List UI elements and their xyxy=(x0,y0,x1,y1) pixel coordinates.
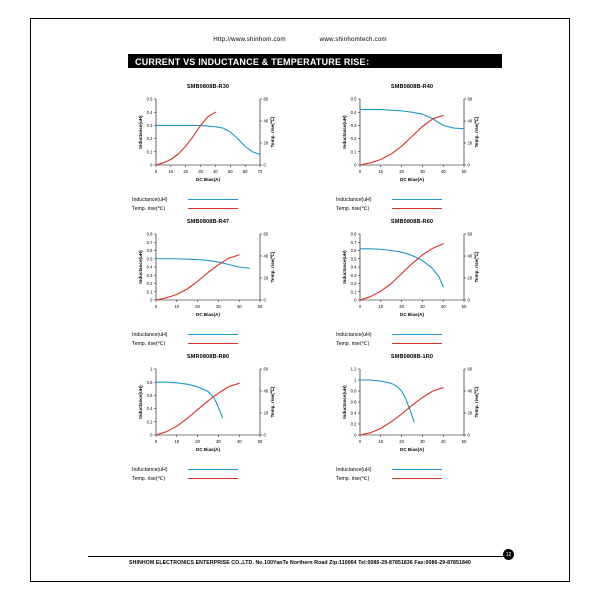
legend-row-temp xyxy=(132,204,306,213)
svg-text:0: 0 xyxy=(354,432,357,438)
svg-text:10: 10 xyxy=(174,304,180,309)
svg-text:20: 20 xyxy=(263,275,269,281)
chart-legend-1 xyxy=(336,195,510,213)
chart-title-1: SMB0808B-R40 xyxy=(390,84,434,90)
chart-legend-3 xyxy=(336,330,510,348)
charts-row-3 xyxy=(110,354,510,483)
svg-text:0.3: 0.3 xyxy=(146,123,153,128)
svg-text:0: 0 xyxy=(150,162,153,168)
legend-label-inductance: Inductance(uH) xyxy=(132,466,168,473)
legend-label-temp: Temp. rise(℃) xyxy=(132,340,166,347)
svg-text:40: 40 xyxy=(213,169,218,174)
chart-svg-4 xyxy=(110,361,306,461)
svg-text:0.3: 0.3 xyxy=(350,123,357,128)
legend-row-inductance xyxy=(336,195,510,204)
svg-text:0.8: 0.8 xyxy=(146,379,153,385)
svg-text:0: 0 xyxy=(154,304,158,309)
svg-text:30: 30 xyxy=(198,169,203,174)
svg-text:40: 40 xyxy=(467,118,473,124)
legend-row-inductance xyxy=(132,465,306,474)
legend-swatch-temp xyxy=(188,343,238,344)
legend-row-temp xyxy=(132,474,306,483)
chart-svg-1 xyxy=(314,91,510,191)
chart-cell-1 xyxy=(314,84,510,213)
legend-row-temp xyxy=(336,474,510,483)
svg-text:0.8: 0.8 xyxy=(350,231,357,237)
svg-text:20: 20 xyxy=(195,439,200,444)
svg-text:0: 0 xyxy=(358,169,362,174)
svg-text:0.4: 0.4 xyxy=(350,264,357,270)
chart-title-4: SMR0808B-R80 xyxy=(186,354,230,360)
legend-swatch-inductance xyxy=(188,334,238,335)
svg-text:70: 70 xyxy=(257,169,263,174)
svg-text:0: 0 xyxy=(154,169,158,174)
section-title-text: CURRENT VS INDUCTANCE & TEMPERATURE RISE： xyxy=(135,56,375,67)
svg-text:0.1: 0.1 xyxy=(350,149,357,155)
legend-swatch-temp xyxy=(392,343,442,344)
legend-label-inductance: Inductance(uH) xyxy=(132,196,168,203)
svg-text:0.1: 0.1 xyxy=(146,289,153,295)
svg-text:0: 0 xyxy=(358,439,362,444)
legend-label-temp: Temp. rise(℃) xyxy=(336,205,370,212)
chart-legend-4 xyxy=(132,465,306,483)
svg-text:40: 40 xyxy=(440,439,446,444)
svg-text:Inductance(uH): Inductance(uH) xyxy=(342,115,347,149)
svg-text:20: 20 xyxy=(467,275,473,281)
chart-legend-0 xyxy=(132,195,306,213)
header-link-right[interactable]: www.shinhomtech.com xyxy=(319,36,387,43)
header-links xyxy=(0,36,600,43)
svg-text:30: 30 xyxy=(216,439,221,444)
svg-text:0.8: 0.8 xyxy=(350,388,357,394)
svg-text:0.5: 0.5 xyxy=(350,256,357,262)
svg-text:40: 40 xyxy=(440,169,446,174)
legend-row-temp xyxy=(132,339,306,348)
svg-text:0: 0 xyxy=(150,432,153,438)
svg-text:0: 0 xyxy=(467,162,470,168)
legend-swatch-inductance xyxy=(392,469,442,470)
svg-text:0.7: 0.7 xyxy=(146,239,153,245)
page-number-text: 12 xyxy=(505,551,512,558)
footer-text: SHINHOM ELECTRONICS ENTERPRISE CO.,LTD. No.100YanTe Northern Road Zip:110064 Tel:0086-29-87851836 Fax:0086-29-87851840 xyxy=(129,560,471,566)
svg-text:0: 0 xyxy=(354,162,357,168)
svg-text:1: 1 xyxy=(150,366,153,372)
legend-row-temp xyxy=(336,204,510,213)
svg-text:1: 1 xyxy=(354,377,357,383)
svg-text:Temp. rise(℃): Temp. rise(℃) xyxy=(270,116,275,148)
legend-row-inductance xyxy=(336,465,510,474)
chart-legend-5 xyxy=(336,465,510,483)
chart-svg-2 xyxy=(110,226,306,326)
legend-row-inductance xyxy=(132,195,306,204)
svg-text:Inductance(uH): Inductance(uH) xyxy=(138,250,143,284)
legend-swatch-inductance xyxy=(188,469,238,470)
svg-text:0.2: 0.2 xyxy=(350,136,357,142)
chart-title-3: SMB0808B-R60 xyxy=(390,219,434,225)
svg-text:0.5: 0.5 xyxy=(146,256,153,262)
svg-text:0: 0 xyxy=(263,432,266,438)
svg-text:20: 20 xyxy=(467,140,473,146)
svg-text:20: 20 xyxy=(467,410,473,416)
chart-cell-2 xyxy=(110,219,306,348)
chart-title-2: SMB0808B-R47 xyxy=(186,219,230,225)
chart-svg-5 xyxy=(314,361,510,461)
chart-svg-3 xyxy=(314,226,510,326)
svg-text:50: 50 xyxy=(257,304,263,309)
svg-text:Inductance(uH): Inductance(uH) xyxy=(342,250,347,284)
svg-text:40: 40 xyxy=(263,388,269,394)
page-number-badge xyxy=(503,549,514,560)
svg-text:10: 10 xyxy=(168,169,174,174)
svg-text:40: 40 xyxy=(263,118,269,124)
svg-text:0: 0 xyxy=(354,297,357,303)
svg-text:DC Bias(A): DC Bias(A) xyxy=(400,447,424,452)
svg-text:50: 50 xyxy=(227,169,233,174)
svg-text:60: 60 xyxy=(263,231,269,237)
legend-swatch-temp xyxy=(392,208,442,209)
svg-text:0: 0 xyxy=(154,439,158,444)
svg-text:0.4: 0.4 xyxy=(146,264,153,270)
svg-text:60: 60 xyxy=(467,366,473,372)
section-title-bar xyxy=(128,54,502,68)
svg-text:0.8: 0.8 xyxy=(146,231,153,237)
svg-text:10: 10 xyxy=(378,304,384,309)
legend-row-temp xyxy=(336,339,510,348)
svg-text:DC Bias(A): DC Bias(A) xyxy=(196,312,220,317)
legend-row-inductance xyxy=(132,330,306,339)
charts-row-1 xyxy=(110,84,510,213)
svg-text:Inductance(uH): Inductance(uH) xyxy=(138,115,143,149)
legend-label-temp: Temp. rise(℃) xyxy=(336,340,370,347)
svg-text:20: 20 xyxy=(183,169,189,174)
svg-text:30: 30 xyxy=(420,439,425,444)
legend-swatch-temp xyxy=(188,208,238,209)
svg-text:DC Bias(A): DC Bias(A) xyxy=(400,312,424,317)
svg-text:0.4: 0.4 xyxy=(146,109,153,115)
svg-text:0.1: 0.1 xyxy=(146,149,153,155)
svg-text:50: 50 xyxy=(461,304,467,309)
svg-text:Temp. rise(℃): Temp. rise(℃) xyxy=(474,116,479,148)
chart-title-5: SMB0808B-1R0 xyxy=(390,354,434,360)
chart-title-0: SMB0808B-R30 xyxy=(186,84,230,90)
svg-text:40: 40 xyxy=(440,304,446,309)
chart-area-0 xyxy=(110,91,306,191)
legend-label-temp: Temp. rise(℃) xyxy=(132,205,166,212)
svg-text:40: 40 xyxy=(467,253,473,259)
svg-text:0.5: 0.5 xyxy=(350,96,357,102)
svg-text:50: 50 xyxy=(461,439,467,444)
chart-area-4 xyxy=(110,361,306,461)
svg-text:DC Bias(A): DC Bias(A) xyxy=(196,177,220,182)
svg-text:0.3: 0.3 xyxy=(146,272,153,278)
svg-text:0.2: 0.2 xyxy=(146,136,153,142)
chart-area-5 xyxy=(314,361,510,461)
svg-text:20: 20 xyxy=(399,169,404,174)
svg-text:30: 30 xyxy=(216,304,221,309)
chart-area-3 xyxy=(314,226,510,326)
svg-text:0.1: 0.1 xyxy=(350,289,357,295)
svg-text:40: 40 xyxy=(236,439,242,444)
chart-area-1 xyxy=(314,91,510,191)
chart-legend-2 xyxy=(132,330,306,348)
svg-text:0.7: 0.7 xyxy=(350,239,357,245)
svg-text:30: 30 xyxy=(420,304,425,309)
svg-text:Temp. rise(℃): Temp. rise(℃) xyxy=(270,386,275,418)
svg-text:0: 0 xyxy=(358,304,362,309)
svg-text:DC Bias(A): DC Bias(A) xyxy=(196,447,220,452)
header-link-left[interactable]: Http://www.shinhom.com xyxy=(213,36,286,43)
svg-text:0.6: 0.6 xyxy=(146,248,153,254)
svg-text:10: 10 xyxy=(174,439,180,444)
svg-text:0: 0 xyxy=(263,162,266,168)
svg-text:20: 20 xyxy=(195,304,200,309)
svg-text:20: 20 xyxy=(263,410,269,416)
legend-swatch-inductance xyxy=(392,334,442,335)
svg-text:0.4: 0.4 xyxy=(350,109,357,115)
svg-text:0.6: 0.6 xyxy=(350,399,357,405)
svg-text:1.2: 1.2 xyxy=(350,366,357,372)
svg-text:40: 40 xyxy=(263,253,269,259)
legend-swatch-inductance xyxy=(188,199,238,200)
chart-cell-5 xyxy=(314,354,510,483)
svg-text:0.3: 0.3 xyxy=(350,272,357,278)
svg-text:60: 60 xyxy=(242,169,248,174)
legend-swatch-temp xyxy=(188,478,238,479)
legend-row-inductance xyxy=(336,330,510,339)
svg-text:0.5: 0.5 xyxy=(146,96,153,102)
svg-text:0.6: 0.6 xyxy=(350,248,357,254)
legend-label-temp: Temp. rise(℃) xyxy=(132,475,166,482)
svg-text:0.2: 0.2 xyxy=(350,421,357,427)
footer xyxy=(88,556,512,566)
chart-svg-0 xyxy=(110,91,306,191)
svg-text:Temp. rise(℃): Temp. rise(℃) xyxy=(474,386,479,418)
svg-text:50: 50 xyxy=(257,439,263,444)
svg-text:20: 20 xyxy=(263,140,269,146)
chart-cell-0 xyxy=(110,84,306,213)
svg-text:60: 60 xyxy=(467,231,473,237)
svg-text:0.6: 0.6 xyxy=(146,393,153,398)
svg-text:20: 20 xyxy=(399,439,404,444)
svg-text:0.4: 0.4 xyxy=(350,410,357,416)
svg-text:10: 10 xyxy=(378,169,384,174)
legend-swatch-inductance xyxy=(392,199,442,200)
svg-text:0: 0 xyxy=(263,297,266,303)
legend-label-inductance: Inductance(uH) xyxy=(336,196,372,203)
svg-text:Temp. rise(℃): Temp. rise(℃) xyxy=(474,251,479,283)
legend-label-temp: Temp. rise(℃) xyxy=(336,475,370,482)
legend-label-inductance: Inductance(uH) xyxy=(336,466,372,473)
svg-text:Temp. rise(℃): Temp. rise(℃) xyxy=(270,251,275,283)
svg-text:DC Bias(A): DC Bias(A) xyxy=(400,177,424,182)
svg-text:60: 60 xyxy=(467,96,473,102)
svg-text:0: 0 xyxy=(467,432,470,438)
chart-cell-4 xyxy=(110,354,306,483)
svg-text:0: 0 xyxy=(467,297,470,303)
chart-area-2 xyxy=(110,226,306,326)
svg-text:Inductance(uH): Inductance(uH) xyxy=(138,385,143,419)
svg-text:60: 60 xyxy=(263,96,269,102)
svg-text:0.2: 0.2 xyxy=(146,281,153,287)
svg-text:40: 40 xyxy=(467,388,473,394)
svg-text:40: 40 xyxy=(236,304,242,309)
svg-text:0.2: 0.2 xyxy=(146,419,153,425)
svg-text:0.2: 0.2 xyxy=(350,281,357,287)
svg-text:50: 50 xyxy=(461,169,467,174)
svg-text:Inductance(uH): Inductance(uH) xyxy=(342,385,347,419)
svg-text:60: 60 xyxy=(263,366,269,372)
svg-text:0.4: 0.4 xyxy=(146,406,153,412)
legend-label-inductance: Inductance(uH) xyxy=(132,331,168,338)
charts-grid xyxy=(110,84,510,489)
svg-text:20: 20 xyxy=(399,304,404,309)
legend-label-inductance: Inductance(uH) xyxy=(336,331,372,338)
svg-text:30: 30 xyxy=(420,169,425,174)
svg-text:0: 0 xyxy=(150,297,153,303)
legend-swatch-temp xyxy=(392,478,442,479)
svg-text:10: 10 xyxy=(378,439,384,444)
charts-row-2 xyxy=(110,219,510,348)
chart-cell-3 xyxy=(314,219,510,348)
